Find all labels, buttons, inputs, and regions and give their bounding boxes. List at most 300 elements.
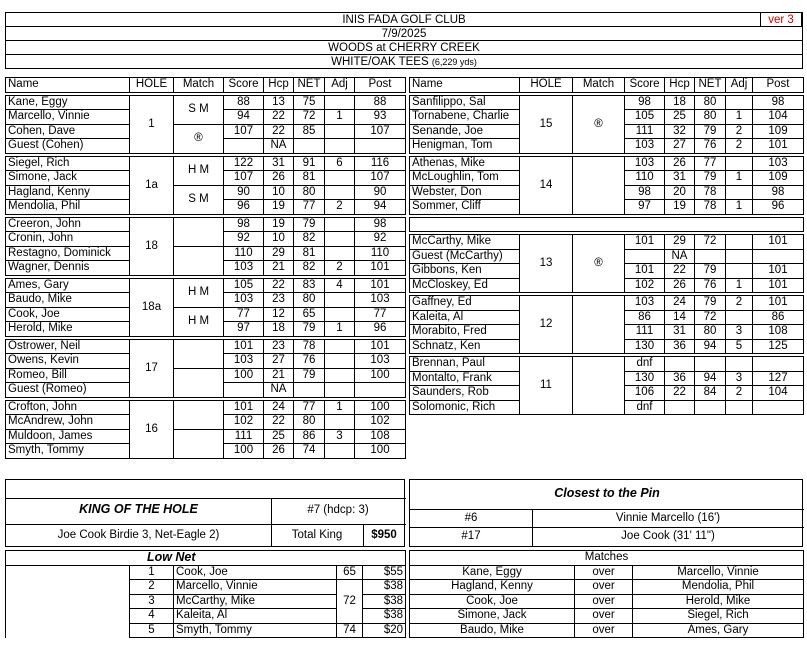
- post: 100: [355, 444, 406, 459]
- hole-number: 11: [520, 357, 573, 415]
- tees-text: WHITE/OAK TEES: [331, 56, 429, 68]
- post: 108: [355, 429, 406, 444]
- score: 105: [224, 278, 264, 293]
- net: 79: [294, 368, 325, 383]
- post: [753, 400, 804, 415]
- col-header-net: NET: [695, 78, 726, 93]
- match-type: ®: [573, 95, 625, 153]
- match-type: H M: [174, 278, 224, 307]
- score: 111: [625, 325, 665, 340]
- adj: [325, 368, 355, 383]
- match-type: S M: [174, 185, 224, 214]
- match-type: H M: [174, 307, 224, 336]
- player-row: [6, 217, 406, 232]
- player-name: Brennan, Paul: [410, 357, 520, 372]
- score: dnf: [625, 400, 665, 415]
- adj: [325, 185, 355, 200]
- match-row: [410, 565, 804, 580]
- player-name: Baudo, Mike: [6, 293, 130, 308]
- matches-title: Matches: [410, 551, 804, 566]
- net: 72: [695, 235, 726, 250]
- low-net-score: 74: [337, 623, 363, 638]
- player-row: [6, 307, 406, 322]
- adj: 3: [726, 371, 753, 386]
- col-header-name: Name: [410, 78, 520, 93]
- low-net-score: 72: [337, 580, 363, 624]
- adj: 1: [726, 110, 753, 125]
- low-net-prize: $55: [363, 565, 406, 580]
- match-type: ®: [174, 124, 224, 153]
- post: 127: [753, 371, 804, 386]
- player-name: Schnatz, Ken: [410, 339, 520, 354]
- net: 78: [695, 200, 726, 215]
- score: 122: [224, 156, 264, 171]
- hole-number: 17: [130, 339, 174, 397]
- matches-table: [409, 550, 804, 638]
- adj: [325, 95, 355, 110]
- left-score-table: [5, 77, 406, 459]
- player-row: [6, 246, 406, 261]
- net: 76: [695, 278, 726, 293]
- player-name: Guest (Cohen): [6, 139, 130, 154]
- post: 116: [355, 156, 406, 171]
- col-header-adj: Adj: [325, 78, 355, 93]
- adj: [325, 415, 355, 430]
- score: 97: [625, 200, 665, 215]
- score: 102: [224, 415, 264, 430]
- player-name: Hagland, Kenny: [6, 185, 130, 200]
- hcp: 26: [665, 278, 695, 293]
- player-row: [6, 156, 406, 171]
- header-row: [410, 78, 804, 93]
- club-name: INIS FADA GOLF CLUB: [342, 14, 466, 26]
- score: 111: [625, 124, 665, 139]
- adj: 2: [325, 261, 355, 276]
- match-type: [174, 400, 224, 429]
- hcp: 36: [665, 339, 695, 354]
- score: dnf: [625, 357, 665, 372]
- post: 94: [355, 200, 406, 215]
- player-name: Senande, Joe: [410, 124, 520, 139]
- post: 96: [355, 322, 406, 337]
- hcp: 27: [665, 139, 695, 154]
- player-name: Athenas, Mike: [410, 156, 520, 171]
- col-header-name: Name: [6, 78, 130, 93]
- player-name: McCloskey, Ed: [410, 278, 520, 293]
- king-of-hole-box: [5, 479, 405, 547]
- player-name: Wagner, Dennis: [6, 261, 130, 276]
- post: 109: [753, 124, 804, 139]
- post: [355, 139, 406, 154]
- score: 98: [625, 185, 665, 200]
- match-row: [410, 580, 804, 595]
- post: 101: [753, 139, 804, 154]
- player-name: Muldoon, James: [6, 429, 130, 444]
- low-net-rank: 3: [130, 594, 174, 609]
- adj: [325, 339, 355, 354]
- hcp: 26: [264, 171, 294, 186]
- match-type: [174, 246, 224, 275]
- adj: [726, 185, 753, 200]
- post: 101: [753, 235, 804, 250]
- player-name: Guest (Romeo): [6, 383, 130, 398]
- low-net-table: [5, 550, 406, 638]
- net: 80: [294, 415, 325, 430]
- score: 130: [625, 371, 665, 386]
- score: 107: [224, 124, 264, 139]
- hcp: 31: [665, 171, 695, 186]
- player-name: Gaffney, Ed: [410, 296, 520, 311]
- player-name: Kane, Eggy: [6, 95, 130, 110]
- hcp: 36: [665, 371, 695, 386]
- adj: 2: [726, 139, 753, 154]
- player-name: Ostrower, Neil: [6, 339, 130, 354]
- match-type: [573, 357, 625, 415]
- version-label: ver 3: [760, 12, 802, 27]
- hole-number: 15: [520, 95, 573, 153]
- hcp: 12: [264, 307, 294, 322]
- net: 74: [294, 444, 325, 459]
- post: 101: [753, 296, 804, 311]
- player-row: [410, 235, 804, 250]
- score: 101: [625, 264, 665, 279]
- hcp: 31: [665, 325, 695, 340]
- col-header-post: Post: [753, 78, 804, 93]
- adj: 2: [726, 296, 753, 311]
- hcp: 26: [665, 156, 695, 171]
- player-name: Smyth, Tommy: [6, 444, 130, 459]
- low-net-rank: 1: [130, 565, 174, 580]
- hcp: 18: [264, 322, 294, 337]
- adj: [325, 171, 355, 186]
- adj: 1: [726, 200, 753, 215]
- match-winner: Baudo, Mike: [410, 623, 575, 638]
- king-total: $950: [371, 529, 397, 541]
- player-name: Restagno, Dominick: [6, 246, 130, 261]
- adj: [325, 124, 355, 139]
- net: [695, 357, 726, 372]
- col-header-adj: Adj: [726, 78, 753, 93]
- net: 78: [294, 339, 325, 354]
- hcp: 22: [264, 415, 294, 430]
- score: 100: [224, 368, 264, 383]
- player-name: Solomonic, Rich: [410, 400, 520, 415]
- adj: 1: [325, 400, 355, 415]
- player-row: [6, 95, 406, 110]
- player-name: Guest (McCarthy): [410, 249, 520, 264]
- king-winner: Joe Cook Birdie 3, Net-Eagle 2): [57, 529, 220, 541]
- yards-text: (6,229 yds): [431, 57, 477, 67]
- player-name: Creeron, John: [6, 217, 130, 232]
- score: 107: [224, 171, 264, 186]
- post: 101: [355, 339, 406, 354]
- player-name: McAndrew, John: [6, 415, 130, 430]
- hcp: 19: [665, 200, 695, 215]
- post: 101: [753, 264, 804, 279]
- post: 107: [355, 171, 406, 186]
- net: 82: [294, 232, 325, 247]
- adj: [726, 400, 753, 415]
- net: [294, 139, 325, 154]
- post: 108: [753, 325, 804, 340]
- score: 98: [625, 95, 665, 110]
- low-net-prize: $20: [363, 623, 406, 638]
- low-net-prize: $38: [363, 594, 406, 609]
- hcp: 26: [264, 444, 294, 459]
- hole-number: 12: [520, 296, 573, 354]
- match-over: over: [575, 565, 633, 580]
- hcp: 22: [264, 110, 294, 125]
- low-net-name: Kaleita, Al: [174, 609, 337, 624]
- player-name: McLoughlin, Tom: [410, 171, 520, 186]
- match-row: [410, 609, 804, 624]
- player-name: Henigman, Tom: [410, 139, 520, 154]
- low-net-rank: 5: [130, 623, 174, 638]
- player-name: Cronin, John: [6, 232, 130, 247]
- net: [695, 400, 726, 415]
- net: 94: [695, 339, 726, 354]
- post: 104: [753, 386, 804, 401]
- closest-to-pin-box: [409, 479, 803, 547]
- post: [753, 357, 804, 372]
- score: 102: [625, 278, 665, 293]
- adj: 2: [726, 124, 753, 139]
- score: 96: [224, 200, 264, 215]
- net: 79: [695, 264, 726, 279]
- header-row: [6, 78, 406, 93]
- hcp: NA: [264, 383, 294, 398]
- player-name: Ames, Gary: [6, 278, 130, 293]
- player-name: Cohen, Dave: [6, 124, 130, 139]
- player-row: [6, 368, 406, 383]
- col-header-score: Score: [625, 78, 665, 93]
- post: 100: [355, 368, 406, 383]
- net: 86: [294, 429, 325, 444]
- match-row: [410, 594, 804, 609]
- match-type: S M: [174, 95, 224, 124]
- match-type: [573, 296, 625, 354]
- low-net-prize: $38: [363, 580, 406, 595]
- hcp: 13: [264, 95, 294, 110]
- score: [224, 139, 264, 154]
- match-type: [174, 368, 224, 397]
- net: 91: [294, 156, 325, 171]
- post: [355, 383, 406, 398]
- low-net-rank: 2: [130, 580, 174, 595]
- col-header-hcp: Hcp: [264, 78, 294, 93]
- hcp: 22: [665, 264, 695, 279]
- net: 75: [294, 95, 325, 110]
- post: 100: [355, 400, 406, 415]
- post: 96: [753, 200, 804, 215]
- post: 88: [355, 95, 406, 110]
- post: 92: [355, 232, 406, 247]
- net: 81: [294, 246, 325, 261]
- player-name: Kaleita, Al: [410, 310, 520, 325]
- post: 109: [753, 171, 804, 186]
- post: 101: [355, 261, 406, 276]
- hcp: 22: [264, 124, 294, 139]
- adj: [325, 246, 355, 261]
- score: 94: [224, 110, 264, 125]
- king-total-label: Total King: [291, 529, 343, 541]
- player-name: Marcello, Vinnie: [6, 110, 130, 125]
- hcp: 29: [264, 246, 294, 261]
- date-row: [5, 26, 803, 41]
- king-title: KING OF THE HOLE: [79, 502, 198, 516]
- col-header-hole: HOLE: [520, 78, 573, 93]
- adj: [325, 232, 355, 247]
- player-name: Gibbons, Ken: [410, 264, 520, 279]
- match-row: [410, 623, 804, 638]
- score: 92: [224, 232, 264, 247]
- player-row: [6, 339, 406, 354]
- net: [695, 249, 726, 264]
- adj: 2: [726, 386, 753, 401]
- closest-winner-1: Vinnie Marcello (16'): [615, 512, 721, 524]
- score: 130: [625, 339, 665, 354]
- post: 93: [355, 110, 406, 125]
- score: 77: [224, 307, 264, 322]
- player-name: Herold, Mike: [6, 322, 130, 337]
- match-over: over: [575, 609, 633, 624]
- hcp: 23: [264, 339, 294, 354]
- score: 88: [224, 95, 264, 110]
- player-name: Montalto, Frank: [410, 371, 520, 386]
- empty-group-cell: [410, 217, 804, 232]
- player-row: [410, 156, 804, 171]
- net: 79: [695, 124, 726, 139]
- adj: [726, 235, 753, 250]
- net: 85: [294, 124, 325, 139]
- post: 98: [753, 95, 804, 110]
- player-row: [410, 357, 804, 372]
- player-name: Romeo, Bill: [6, 368, 130, 383]
- hcp: NA: [264, 139, 294, 154]
- match-type: [573, 156, 625, 214]
- adj: [325, 383, 355, 398]
- net: [294, 383, 325, 398]
- net: 79: [695, 296, 726, 311]
- adj: 2: [325, 200, 355, 215]
- net: 81: [294, 171, 325, 186]
- post: 98: [753, 185, 804, 200]
- net: 77: [294, 400, 325, 415]
- score: 110: [625, 171, 665, 186]
- low-net-rank: 4: [130, 609, 174, 624]
- hole-number: 18: [130, 217, 174, 275]
- low-net-score: 65: [337, 565, 363, 580]
- player-name: Mendolia, Phil: [6, 200, 130, 215]
- col-header-hole: HOLE: [130, 78, 174, 93]
- score: 110: [224, 246, 264, 261]
- hcp: 10: [264, 185, 294, 200]
- player-name: Morabito, Fred: [410, 325, 520, 340]
- low-net-title: Low Net: [6, 551, 337, 566]
- adj: [325, 139, 355, 154]
- post: 107: [355, 124, 406, 139]
- net: 77: [695, 156, 726, 171]
- adj: 1: [726, 278, 753, 293]
- score: 105: [625, 110, 665, 125]
- net: 84: [695, 386, 726, 401]
- adj: [325, 354, 355, 369]
- player-name: Sanfilippo, Sal: [410, 95, 520, 110]
- net: 80: [294, 293, 325, 308]
- adj: [726, 357, 753, 372]
- player-name: Cook, Joe: [6, 307, 130, 322]
- col-header-hcp: Hcp: [665, 78, 695, 93]
- match-over: over: [575, 623, 633, 638]
- net: 80: [294, 185, 325, 200]
- adj: [325, 217, 355, 232]
- match-type: [174, 339, 224, 368]
- net: 83: [294, 278, 325, 293]
- post: 101: [355, 278, 406, 293]
- adj: [325, 293, 355, 308]
- hcp: 21: [264, 368, 294, 383]
- hole-number: 1a: [130, 156, 174, 214]
- hcp: 24: [264, 400, 294, 415]
- score: 103: [224, 261, 264, 276]
- adj: 1: [726, 171, 753, 186]
- score: 86: [625, 310, 665, 325]
- net: 78: [695, 185, 726, 200]
- hcp: 22: [264, 278, 294, 293]
- net: 79: [695, 171, 726, 186]
- match-loser: Siegel, Rich: [633, 609, 804, 624]
- match-type: [174, 429, 224, 458]
- match-type: ®: [573, 235, 625, 293]
- closest-title: Closest to the Pin: [554, 486, 660, 500]
- net: 79: [294, 217, 325, 232]
- net: 94: [695, 371, 726, 386]
- low-net-prize: $38: [363, 609, 406, 624]
- player-row: [410, 95, 804, 110]
- net: 72: [695, 310, 726, 325]
- hcp: 27: [264, 354, 294, 369]
- hole-number: 1: [130, 95, 174, 153]
- post: 103: [753, 156, 804, 171]
- post: 90: [355, 185, 406, 200]
- hcp: 14: [665, 310, 695, 325]
- post: 104: [753, 110, 804, 125]
- hcp: 25: [665, 110, 695, 125]
- adj: [726, 156, 753, 171]
- net: 76: [294, 354, 325, 369]
- score: 103: [625, 156, 665, 171]
- adj: 1: [325, 110, 355, 125]
- score: 106: [625, 386, 665, 401]
- tees-row: [5, 54, 803, 69]
- hcp: NA: [665, 249, 695, 264]
- adj: 4: [325, 278, 355, 293]
- adj: 1: [325, 322, 355, 337]
- low-net-name: Smyth, Tommy: [174, 623, 337, 638]
- match-winner: Simone, Jack: [410, 609, 575, 624]
- match-winner: Cook, Joe: [410, 594, 575, 609]
- col-header-score: Score: [224, 78, 264, 93]
- net: 80: [695, 325, 726, 340]
- post: 125: [753, 339, 804, 354]
- match-loser: Marcello, Vinnie: [633, 565, 804, 580]
- club-title: [5, 12, 803, 27]
- match-type: [174, 217, 224, 246]
- score: 103: [224, 293, 264, 308]
- score: 90: [224, 185, 264, 200]
- adj: [325, 444, 355, 459]
- score: 101: [224, 339, 264, 354]
